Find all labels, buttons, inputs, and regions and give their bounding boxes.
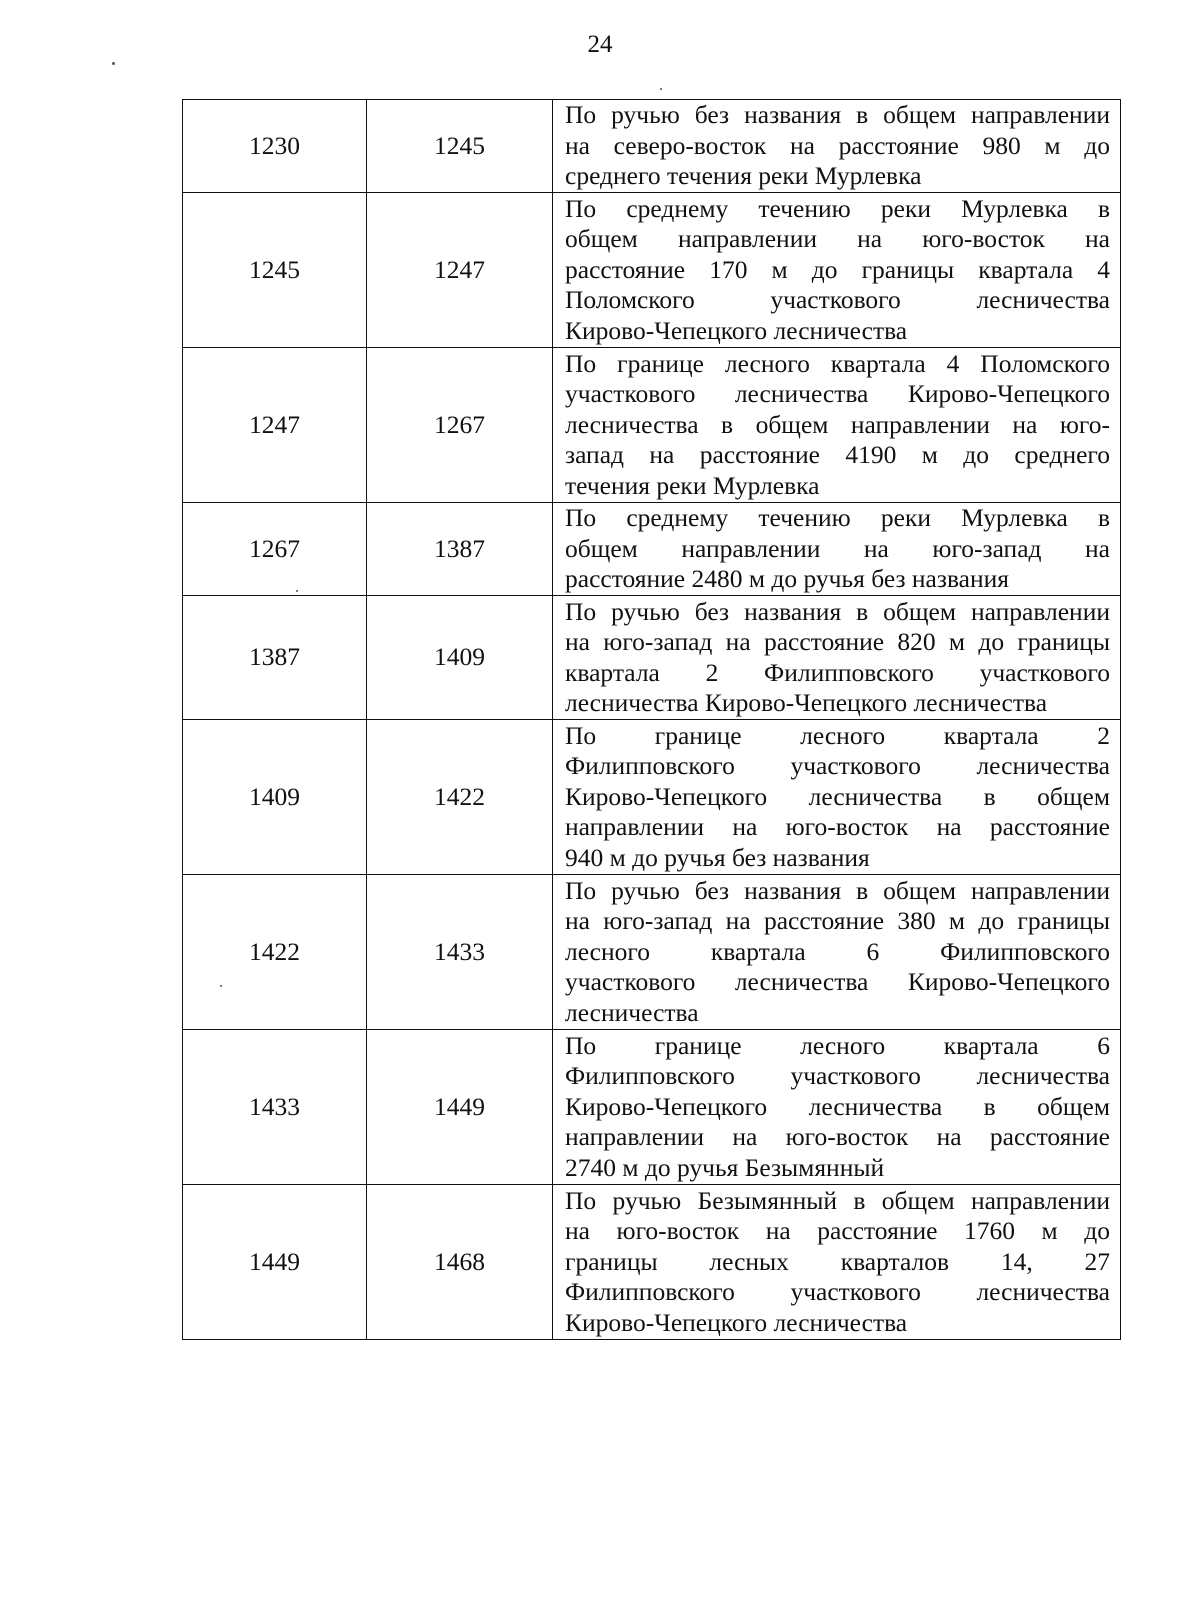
description-line: 2740 м до ручья Безымянный: [565, 1152, 885, 1182]
description-line: запад на расстояние 4190 м до среднего: [565, 440, 1110, 470]
description-line: среднего течения реки Мурлевка: [565, 161, 922, 191]
table-row: [183, 1185, 1121, 1340]
point-to: 1245: [367, 100, 553, 193]
boundary-description: [553, 1185, 1121, 1340]
table-row: [183, 720, 1121, 875]
description-line: Кирово-Чепецкого лесничества: [565, 1307, 908, 1337]
table-row: [183, 503, 1121, 596]
description-line: Филипповского участкового лесничества: [565, 1277, 1110, 1307]
point-from: 1230: [183, 100, 367, 193]
boundary-description: [553, 193, 1121, 348]
description-line: на юго-запад на расстояние 380 м до границы: [565, 906, 1110, 936]
point-from: 1245: [183, 193, 367, 348]
scan-speck: [660, 88, 662, 90]
boundary-description: [553, 503, 1121, 596]
description-line: на юго-запад на расстояние 820 м до границы: [565, 627, 1110, 657]
point-to: 1422: [367, 720, 553, 875]
boundary-description: [553, 596, 1121, 720]
table-row: [183, 348, 1121, 503]
point-to: 1387: [367, 503, 553, 596]
description-line: течения реки Мурлевка: [565, 470, 820, 500]
boundary-table-body: [183, 100, 1121, 1340]
point-to: 1267: [367, 348, 553, 503]
description-line: расстояние 170 м до границы квартала 4: [565, 254, 1110, 284]
description-line: По ручью без названия в общем направлении: [565, 100, 1110, 130]
description-line: Филипповского участкового лесничества: [565, 751, 1110, 781]
boundary-description: [553, 348, 1121, 503]
description-line: По среднему течению реки Мурлевка в: [565, 503, 1110, 533]
page-number: 24: [587, 31, 613, 58]
description-line: Филипповского участкового лесничества: [565, 1061, 1110, 1091]
table-row: [183, 100, 1121, 193]
table-row: [183, 1030, 1121, 1185]
description-line: границы лесных кварталов 14, 27: [565, 1246, 1110, 1276]
description-line: квартала 2 Филипповского участкового: [565, 657, 1110, 687]
description-line: По границе лесного квартала 6: [565, 1030, 1110, 1060]
point-from: 1422: [183, 875, 367, 1030]
point-from: 1433: [183, 1030, 367, 1185]
description-line: направлении на юго-восток на расстояние: [565, 812, 1110, 842]
table-row: [183, 875, 1121, 1030]
description-line: По ручью Безымянный в общем направлении: [565, 1185, 1110, 1215]
boundary-description: [553, 875, 1121, 1030]
point-from: 1409: [183, 720, 367, 875]
description-line: общем направлении на юго-запад на: [565, 533, 1110, 563]
description-line: По ручью без названия в общем направлении: [565, 875, 1110, 905]
boundary-description: [553, 1030, 1121, 1185]
point-to: 1433: [367, 875, 553, 1030]
point-to: 1247: [367, 193, 553, 348]
description-line: Поломского участкового лесничества: [565, 285, 1110, 315]
description-line: расстояние 2480 м до ручья без названия: [565, 564, 1009, 594]
description-line: 940 м до ручья без названия: [565, 842, 870, 872]
description-line: По ручью без названия в общем направлении: [565, 596, 1110, 626]
point-to: 1409: [367, 596, 553, 720]
description-line: общем направлении на юго-восток на: [565, 224, 1110, 254]
description-line: участкового лесничества Кирово-Чепецкого: [565, 967, 1110, 997]
table-row: [183, 596, 1121, 720]
boundary-description: [553, 720, 1121, 875]
scan-speck: [112, 62, 115, 65]
point-from: 1387: [183, 596, 367, 720]
description-line: лесного квартала 6 Филипповского: [565, 936, 1110, 966]
description-line: лесничества: [565, 997, 699, 1027]
point-from: 1267: [183, 503, 367, 596]
description-line: направлении на юго-восток на расстояние: [565, 1122, 1110, 1152]
point-to: 1449: [367, 1030, 553, 1185]
description-line: на северо-восток на расстояние 980 м до: [565, 130, 1110, 160]
description-line: лесничества Кирово-Чепецкого лесничества: [565, 687, 1048, 717]
description-line: По границе лесного квартала 4 Поломского: [565, 348, 1110, 378]
description-line: на юго-восток на расстояние 1760 м до: [565, 1216, 1110, 1246]
description-line: лесничества в общем направлении на юго-: [565, 409, 1110, 439]
description-line: Кирово-Чепецкого лесничества в общем: [565, 781, 1110, 811]
description-line: Кирово-Чепецкого лесничества: [565, 315, 908, 345]
description-line: По границе лесного квартала 2: [565, 720, 1110, 750]
point-from: 1449: [183, 1185, 367, 1340]
boundary-description: [553, 100, 1121, 193]
boundary-table: [182, 99, 1121, 1340]
table-row: [183, 193, 1121, 348]
description-line: По среднему течению реки Мурлевка в: [565, 193, 1110, 223]
description-line: участкового лесничества Кирово-Чепецкого: [565, 379, 1110, 409]
point-to: 1468: [367, 1185, 553, 1340]
description-line: Кирово-Чепецкого лесничества в общем: [565, 1091, 1110, 1121]
point-from: 1247: [183, 348, 367, 503]
